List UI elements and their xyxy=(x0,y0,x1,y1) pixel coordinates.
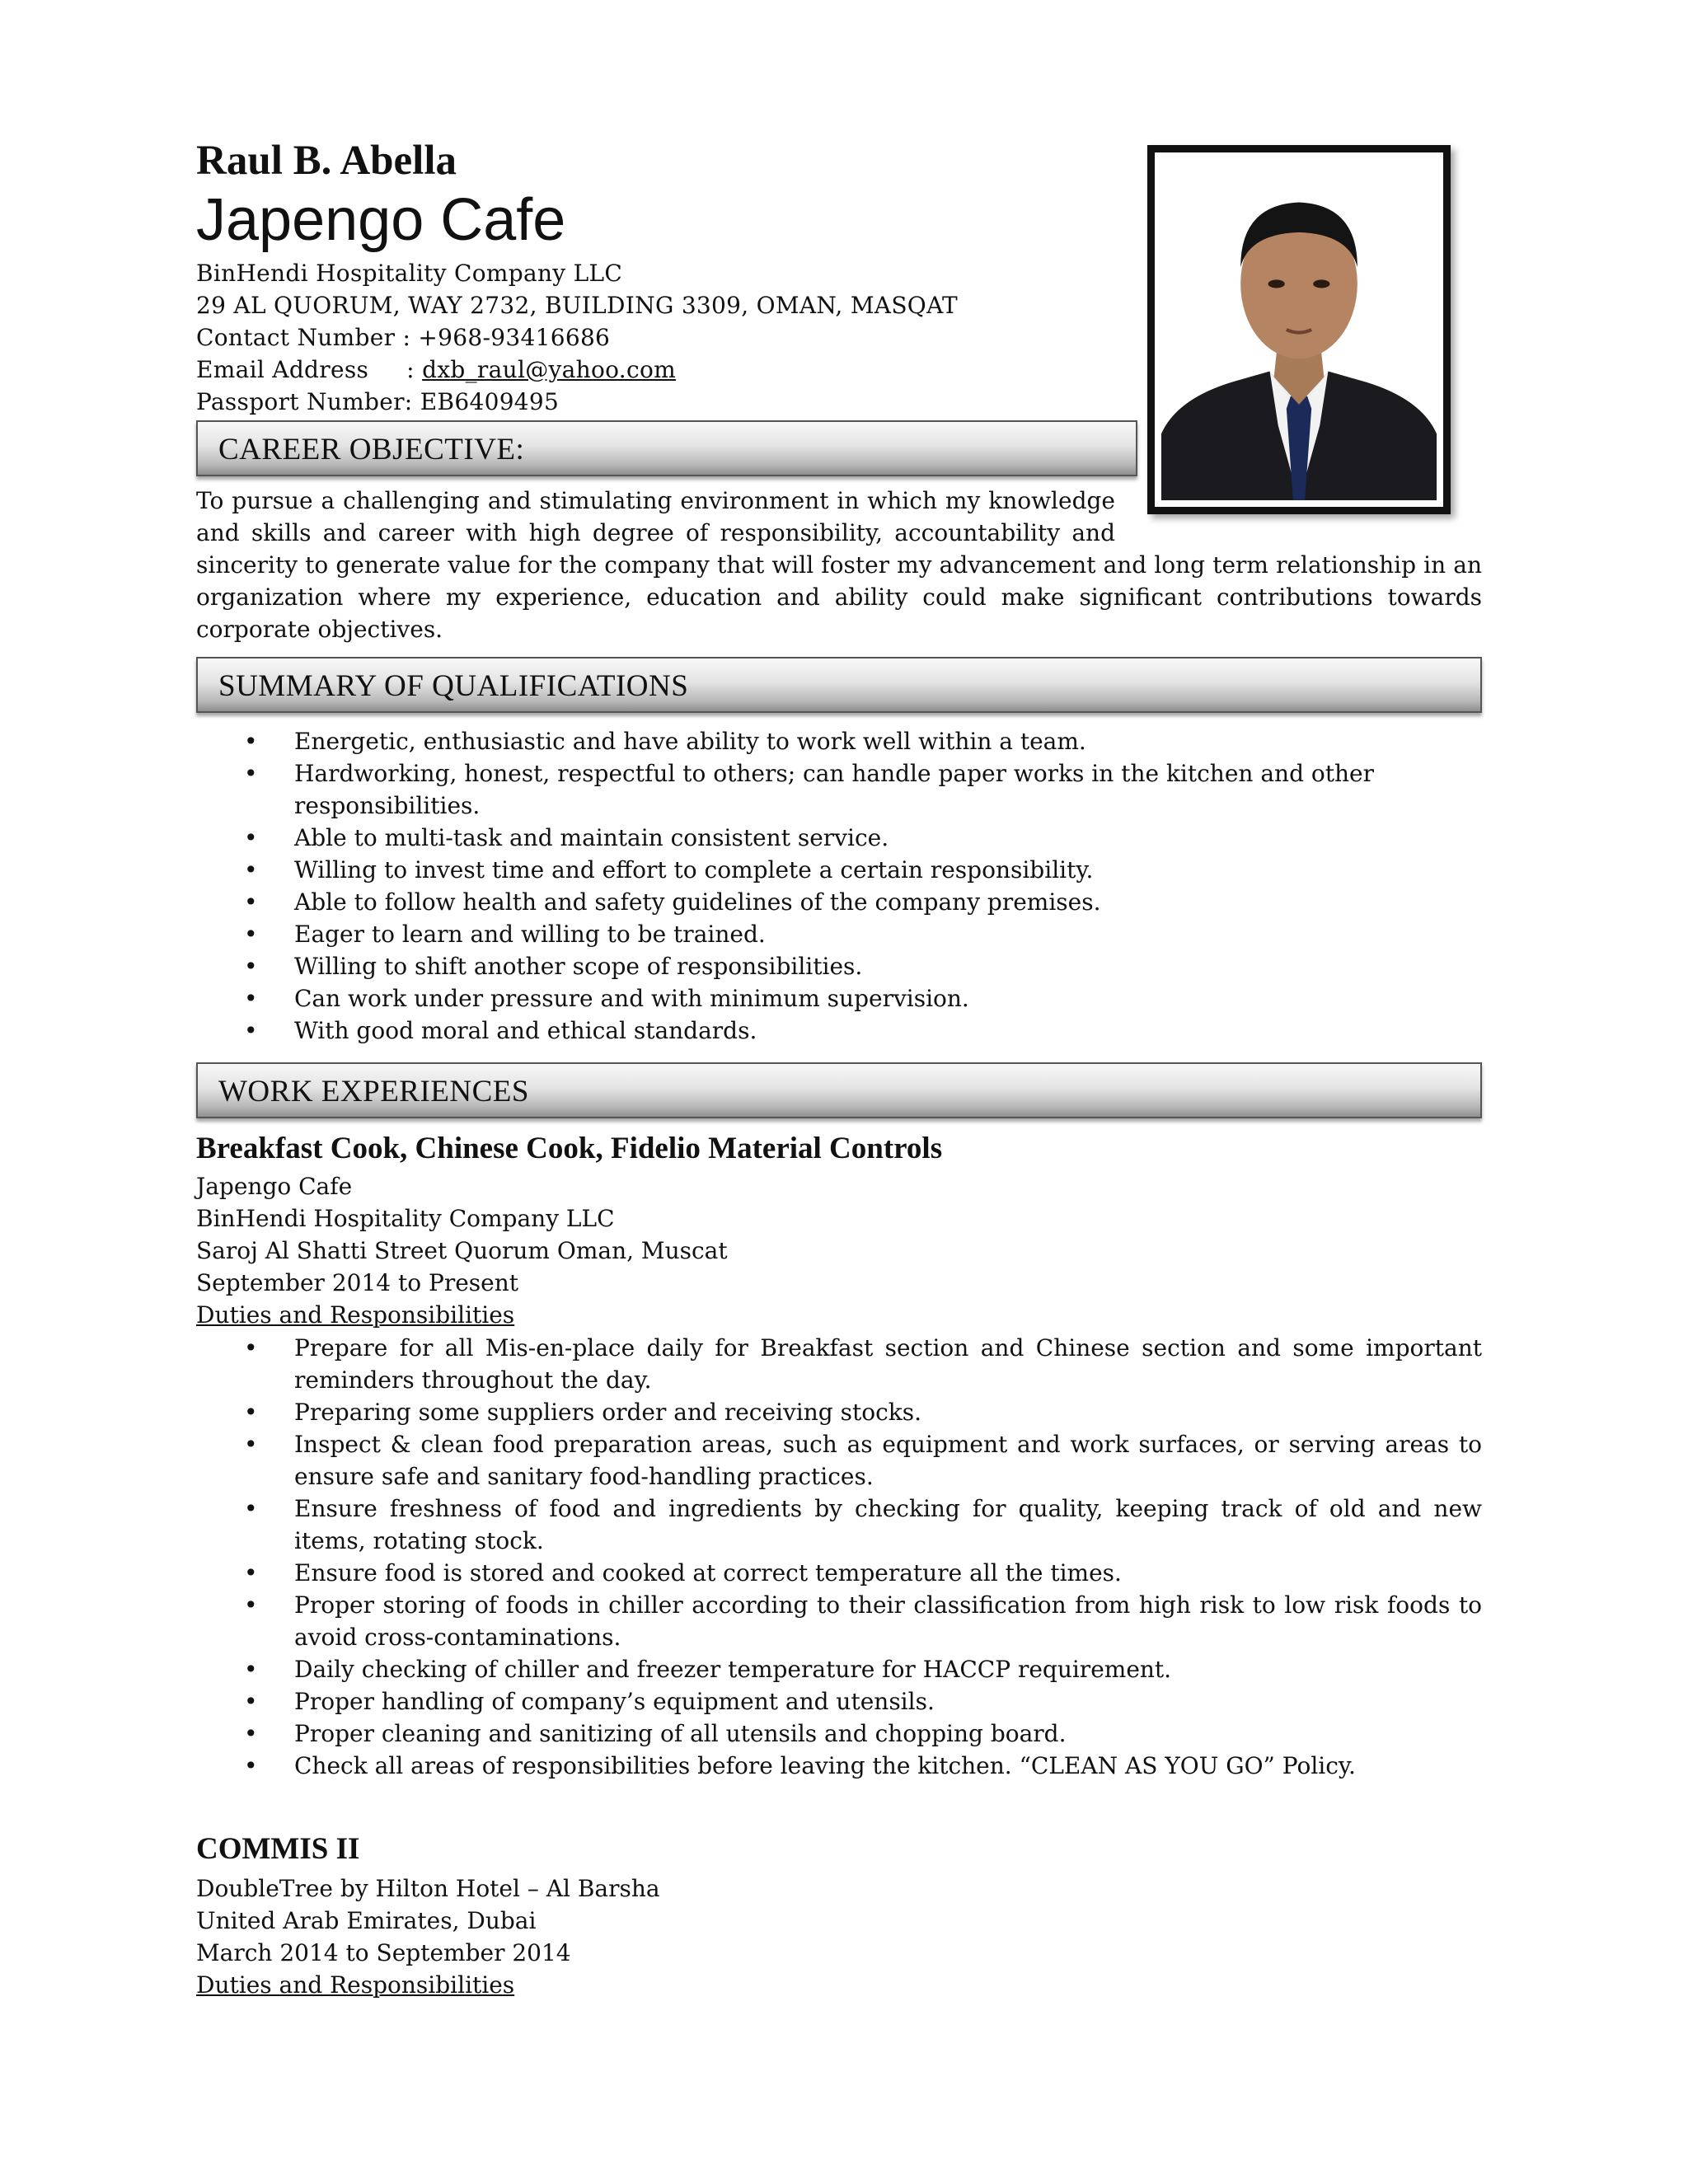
list-item xyxy=(196,1428,1482,1493)
list-item-text: Energetic, enthusiastic and have ability to work well within a team. xyxy=(294,728,1086,755)
job-location: United Arab Emirates, Dubai xyxy=(196,1907,537,1934)
list-item-text: Willing to invest time and effort to complete a certain responsibility. xyxy=(294,856,1094,883)
section-summary-of-qualifications xyxy=(196,657,1482,713)
bullet-icon: • xyxy=(244,1688,258,1715)
list-item-text: Inspect & clean food preparation areas, such as equipment and work surfaces, or serving areas to ensure safe and sanitary food-handling practices. xyxy=(294,1431,1482,1490)
person-portrait-icon xyxy=(1161,159,1437,500)
list-item-text: Able to multi-task and maintain consistent service. xyxy=(294,824,889,851)
qualifications-list xyxy=(196,725,1432,1047)
list-item xyxy=(196,918,1432,950)
bullet-icon: • xyxy=(244,1656,258,1683)
list-item-text: Proper storing of foods in chiller according to their classification from high risk to low risk foods to avoid cross-contaminations. xyxy=(294,1591,1482,1651)
list-item-text: Daily checking of chiller and freezer temperature for HACCP requirement. xyxy=(294,1656,1172,1683)
objective-line-1: To pursue a challenging and stimulating environment in which my knowledge xyxy=(196,487,1115,514)
list-item xyxy=(196,854,1432,886)
list-item-text: Willing to shift another scope of responsibilities. xyxy=(294,953,863,980)
current-employer-heading: Japengo Cafe xyxy=(196,187,566,253)
bullet-icon: • xyxy=(244,1017,258,1044)
list-item xyxy=(196,950,1432,982)
duties-heading: Duties and Responsibilities xyxy=(196,1971,515,1999)
bullet-icon: • xyxy=(244,888,258,916)
list-item xyxy=(196,757,1432,822)
list-item xyxy=(196,1750,1482,1782)
job-dates: March 2014 to September 2014 xyxy=(196,1939,571,1966)
objective-rest: sincerity to generate value for the company that will foster my advancement and long term relationship in an organization where my experience, education and ability could make significant contributions towards corporate objectives. xyxy=(196,551,1482,643)
section-title: WORK EXPERIENCES xyxy=(218,1075,529,1108)
profile-photo xyxy=(1147,145,1451,514)
job-details xyxy=(196,1170,728,1331)
job-title: Breakfast Cook, Chinese Cook, Fidelio Material Controls xyxy=(196,1132,943,1165)
list-item xyxy=(196,1685,1482,1718)
list-item xyxy=(196,1396,1482,1428)
list-item-text: Ensure freshness of food and ingredients by checking for quality, keeping track of old and new items, rotating stock. xyxy=(294,1495,1482,1554)
bullet-icon: • xyxy=(244,953,258,980)
list-item xyxy=(196,982,1432,1015)
bullet-icon: • xyxy=(244,1334,258,1361)
contact-block xyxy=(196,257,958,418)
bullet-icon: • xyxy=(244,824,258,851)
list-item xyxy=(196,1332,1482,1396)
list-item xyxy=(196,725,1432,757)
list-item-text: Proper handling of company’s equipment and utensils. xyxy=(294,1688,935,1715)
address-line: 29 AL QUORUM, WAY 2732, BUILDING 3309, OMAN, MASQAT xyxy=(196,292,959,319)
list-item xyxy=(196,822,1432,854)
bullet-icon: • xyxy=(244,1720,258,1747)
section-title: CAREER OBJECTIVE: xyxy=(218,433,525,466)
bullet-icon: • xyxy=(244,1559,258,1586)
duties-list xyxy=(196,1332,1482,1782)
bullet-icon: • xyxy=(244,856,258,883)
list-item xyxy=(196,1557,1482,1589)
job-dates: September 2014 to Present xyxy=(196,1269,519,1296)
email-link[interactable]: dxb_raul@yahoo.com xyxy=(422,356,676,383)
job-title: COMMIS II xyxy=(196,1832,360,1866)
list-item-text: Prepare for all Mis-en-place daily for Breakfast section and Chinese section and some important reminders throughout the day. xyxy=(294,1334,1482,1394)
list-item xyxy=(196,886,1432,918)
candidate-name: Raul B. Abella xyxy=(196,138,457,184)
list-item-text: Eager to learn and willing to be trained. xyxy=(294,921,766,948)
list-item-text: Proper cleaning and sanitizing of all utensils and chopping board. xyxy=(294,1720,1067,1747)
bullet-icon: • xyxy=(244,1399,258,1426)
list-item xyxy=(196,1015,1432,1047)
list-item xyxy=(196,1493,1482,1557)
bullet-icon: • xyxy=(244,921,258,948)
list-item-text: With good moral and ethical standards. xyxy=(294,1017,757,1044)
list-item-text: Preparing some suppliers order and receiving stocks. xyxy=(294,1399,922,1426)
section-title: SUMMARY OF QUALIFICATIONS xyxy=(218,669,689,703)
career-objective-text xyxy=(196,485,1482,645)
passport-number: Passport Number: EB6409495 xyxy=(196,388,560,415)
email-label: Email Address : xyxy=(196,356,423,383)
list-item-text: Ensure food is stored and cooked at correct temperature all the times. xyxy=(294,1559,1122,1586)
job-company: BinHendi Hospitality Company LLC xyxy=(196,1205,615,1232)
job-employer: DoubleTree by Hilton Hotel – Al Barsha xyxy=(196,1875,660,1902)
bullet-icon: • xyxy=(244,1591,258,1619)
bullet-icon: • xyxy=(244,760,258,787)
duties-heading: Duties and Responsibilities xyxy=(196,1301,515,1329)
list-item xyxy=(196,1589,1482,1653)
bullet-icon: • xyxy=(244,1752,258,1779)
job-location: Saroj Al Shatti Street Quorum Oman, Muscat xyxy=(196,1237,728,1264)
job-details xyxy=(196,1872,660,2001)
list-item xyxy=(196,1653,1482,1685)
objective-line-2: and skills and career with high degree of responsibility, accountability and xyxy=(196,519,1115,546)
email-line xyxy=(196,354,958,386)
bullet-icon: • xyxy=(244,728,258,755)
list-item-text: Can work under pressure and with minimum supervision. xyxy=(294,985,969,1012)
company-line: BinHendi Hospitality Company LLC xyxy=(196,260,623,287)
contact-number: Contact Number : +968-93416686 xyxy=(196,324,611,351)
bullet-icon: • xyxy=(244,1495,258,1522)
job-employer: Japengo Cafe xyxy=(196,1173,353,1200)
bullet-icon: • xyxy=(244,1431,258,1458)
section-career-objective xyxy=(196,420,1137,476)
section-work-experiences xyxy=(196,1062,1482,1118)
list-item-text: Check all areas of responsibilities before leaving the kitchen. “CLEAN AS YOU GO” Policy. xyxy=(294,1752,1356,1779)
bullet-icon: • xyxy=(244,985,258,1012)
list-item-text: Hardworking, honest, respectful to others; can handle paper works in the kitchen and other responsibilities. xyxy=(294,760,1374,819)
list-item-text: Able to follow health and safety guidelines of the company premises. xyxy=(294,888,1101,916)
list-item xyxy=(196,1718,1482,1750)
